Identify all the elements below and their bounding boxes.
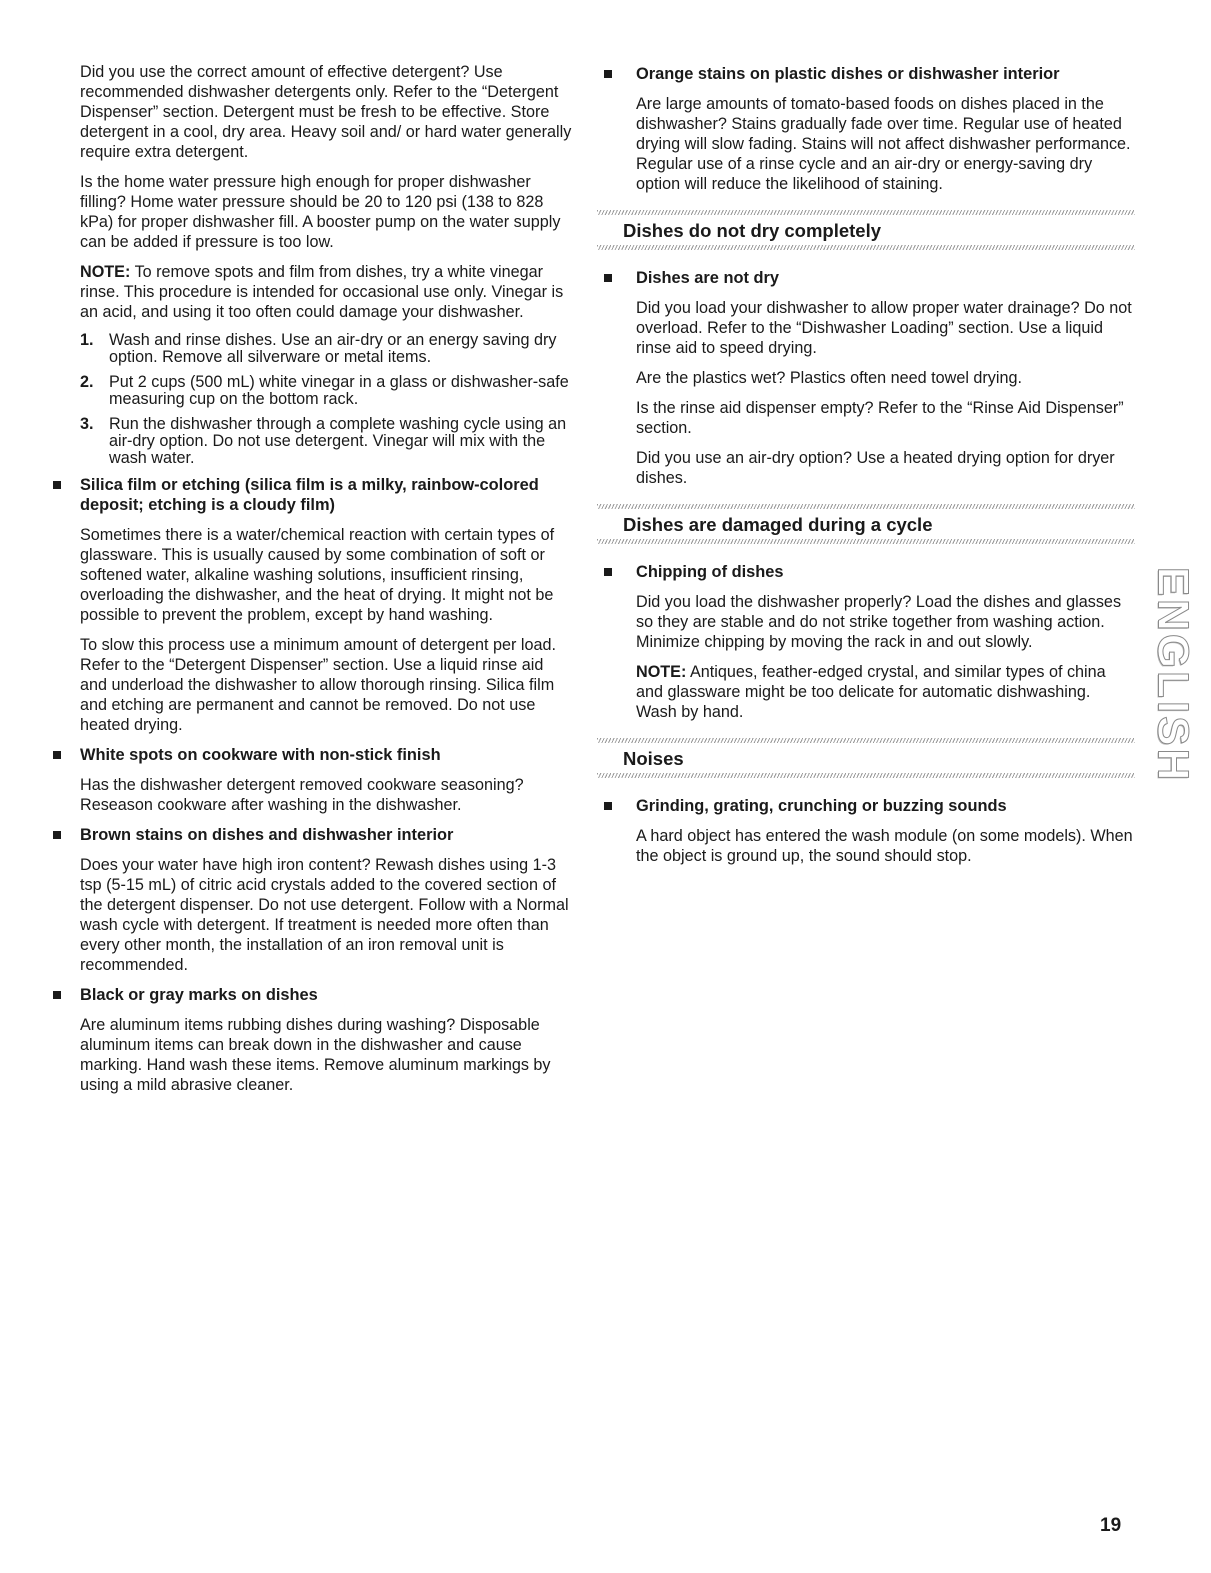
chipping-heading-text: Chipping of dishes <box>636 563 784 581</box>
divider <box>597 210 1135 215</box>
language-side-tab <box>1148 562 1198 787</box>
note-label: NOTE: <box>80 263 131 281</box>
black-marks-heading <box>80 985 572 1005</box>
bullet-icon <box>604 274 612 282</box>
section-dry <box>597 210 1135 250</box>
divider <box>597 245 1135 250</box>
step-text: Run the dishwasher through a complete washing cycle using an air-dry option. Do not use detergent. Vinegar will mix with the wash water. <box>109 415 567 467</box>
side-tab-label: ENGLISH <box>1148 566 1198 783</box>
left-column <box>80 62 572 1105</box>
step-item <box>80 332 572 366</box>
section-title-noises: Noises <box>623 748 684 769</box>
vinegar-steps <box>80 332 572 467</box>
orange-stains-heading <box>597 64 1135 84</box>
bullet-icon <box>53 991 61 999</box>
orange-stains-heading-text: Orange stains on plastic dishes or dishwasher interior <box>636 65 1060 83</box>
note-text: To remove spots and film from dishes, try a white vinegar rinse. This procedure is intended for occasional use only. Vinegar is an acid, and using it too often could damage your dishwasher. <box>80 263 564 321</box>
orange-stains-paragraph: Are large amounts of tomato-based foods on dishes placed in the dishwasher? Stains gradually fade over time. Regular use of heated drying will slow fading. Stains will not affect dishwasher performance. Regular use of a rinse cycle and an air-dry or energy-saving dry option will reduce the likelihood of staining. <box>636 95 1131 193</box>
not-dry-heading <box>597 268 1135 288</box>
divider <box>597 539 1135 544</box>
white-spots-paragraph: Has the dishwasher detergent removed cookware seasoning? Reseason cookware after washing in the dishwasher. <box>80 776 524 814</box>
section-title-damaged: Dishes are damaged during a cycle <box>623 514 933 535</box>
brown-stains-paragraph: Does your water have high iron content? Rewash dishes using 1-3 tsp (5-15 mL) of citric acid crystals added to the covered section of the detergent dispenser. Do not use detergent. Follow with a Normal wash cycle with detergent. If treatment is needed more often than every other month, the installation of an iron removal unit is recommended. <box>80 856 569 974</box>
white-spots-heading-text: White spots on cookware with non-stick finish <box>80 746 441 764</box>
bullet-icon <box>604 802 612 810</box>
note-text: Antiques, feather-edged crystal, and similar types of china and glassware might be too delicate for automatic dishwashing. Wash by hand. <box>636 663 1106 721</box>
step-number: 2. <box>80 373 94 391</box>
black-marks-heading-text: Black or gray marks on dishes <box>80 986 318 1004</box>
right-column <box>597 62 1135 876</box>
silica-heading <box>80 475 572 515</box>
grinding-paragraph: A hard object has entered the wash module (on some models). When the object is ground up, the sound should stop. <box>636 827 1133 865</box>
detergent-paragraph: Did you use the correct amount of effective detergent? Use recommended dishwasher detergents only. Refer to the “Detergent Dispenser” section. Detergent must be fresh to be effective. Store detergent in a cool, dry area. Heavy soil and/ or hard water generally require extra detergent. <box>80 63 572 161</box>
silica-paragraph: To slow this process use a minimum amount of detergent per load. Refer to the “Detergent Dispenser” section. Use a liquid rinse aid and underload the dishwasher to allow thorough rinsing. Silica film and etching are permanent and cannot be removed. Do not use heated drying. <box>80 636 556 734</box>
page-number: 19 <box>1100 1515 1122 1536</box>
bullet-icon <box>53 831 61 839</box>
bullet-icon <box>53 481 61 489</box>
white-spots-heading <box>80 745 572 765</box>
chipping-note <box>597 662 1135 722</box>
brown-stains-heading-text: Brown stains on dishes and dishwasher interior <box>80 826 454 844</box>
grinding-heading-text: Grinding, grating, crunching or buzzing sounds <box>636 797 1007 815</box>
silica-heading-text: Silica film or etching (silica film is a milky, rainbow-colored deposit; etching is a cloudy film) <box>80 476 539 514</box>
step-item <box>80 416 572 467</box>
bullet-icon <box>604 568 612 576</box>
bullet-icon <box>604 70 612 78</box>
vinegar-note <box>80 262 572 322</box>
not-dry-paragraph: Is the rinse aid dispenser empty? Refer to the “Rinse Aid Dispenser” section. <box>636 399 1124 437</box>
not-dry-paragraph: Did you use an air-dry option? Use a heated drying option for dryer dishes. <box>636 449 1115 487</box>
section-damaged <box>597 504 1135 544</box>
silica-paragraph: Sometimes there is a water/chemical reaction with certain types of glassware. This is usually caused by some combination of soft or softened water, alkaline washing solutions, insufficient rinsing, overloading the dishwasher, and the heat of drying. It might not be possible to prevent the problem, except by hand washing. <box>80 526 555 624</box>
water-pressure-paragraph: Is the home water pressure high enough for proper dishwasher filling? Home water pressure should be 20 to 120 psi (138 to 828 kPa) for proper dishwasher fill. A booster pump on the water supply can be added if pressure is too low. <box>80 173 561 251</box>
chipping-heading <box>597 562 1135 582</box>
divider <box>597 738 1135 743</box>
bullet-icon <box>53 751 61 759</box>
grinding-heading <box>597 796 1135 816</box>
chipping-paragraph: Did you load the dishwasher properly? Load the dishes and glasses so they are stable and do not strike together from washing action. Minimize chipping by moving the rack in and out slowly. <box>636 593 1122 651</box>
not-dry-heading-text: Dishes are not dry <box>636 269 780 287</box>
step-item <box>80 374 572 408</box>
not-dry-paragraph: Did you load your dishwasher to allow proper water drainage? Do not overload. Refer to the “Dishwasher Loading” section. Use a liquid rinse aid to speed drying. <box>636 299 1132 357</box>
section-title-dry: Dishes do not dry completely <box>623 220 882 241</box>
not-dry-paragraph: Are the plastics wet? Plastics often need towel drying. <box>636 369 1023 387</box>
brown-stains-heading <box>80 825 572 845</box>
note-label: NOTE: <box>636 663 687 681</box>
step-number: 3. <box>80 415 94 433</box>
divider <box>597 773 1135 778</box>
divider <box>597 504 1135 509</box>
step-number: 1. <box>80 331 94 349</box>
black-marks-paragraph: Are aluminum items rubbing dishes during washing? Disposable aluminum items can break down in the dishwasher and cause marking. Hand wash these items. Remove aluminum markings by using a mild abrasive cleaner. <box>80 1016 551 1094</box>
step-text: Wash and rinse dishes. Use an air-dry or an energy saving dry option. Remove all silverware or metal items. <box>109 331 557 366</box>
section-noises <box>597 738 1135 778</box>
step-text: Put 2 cups (500 mL) white vinegar in a glass or dishwasher-safe measuring cup on the bottom rack. <box>109 373 569 408</box>
